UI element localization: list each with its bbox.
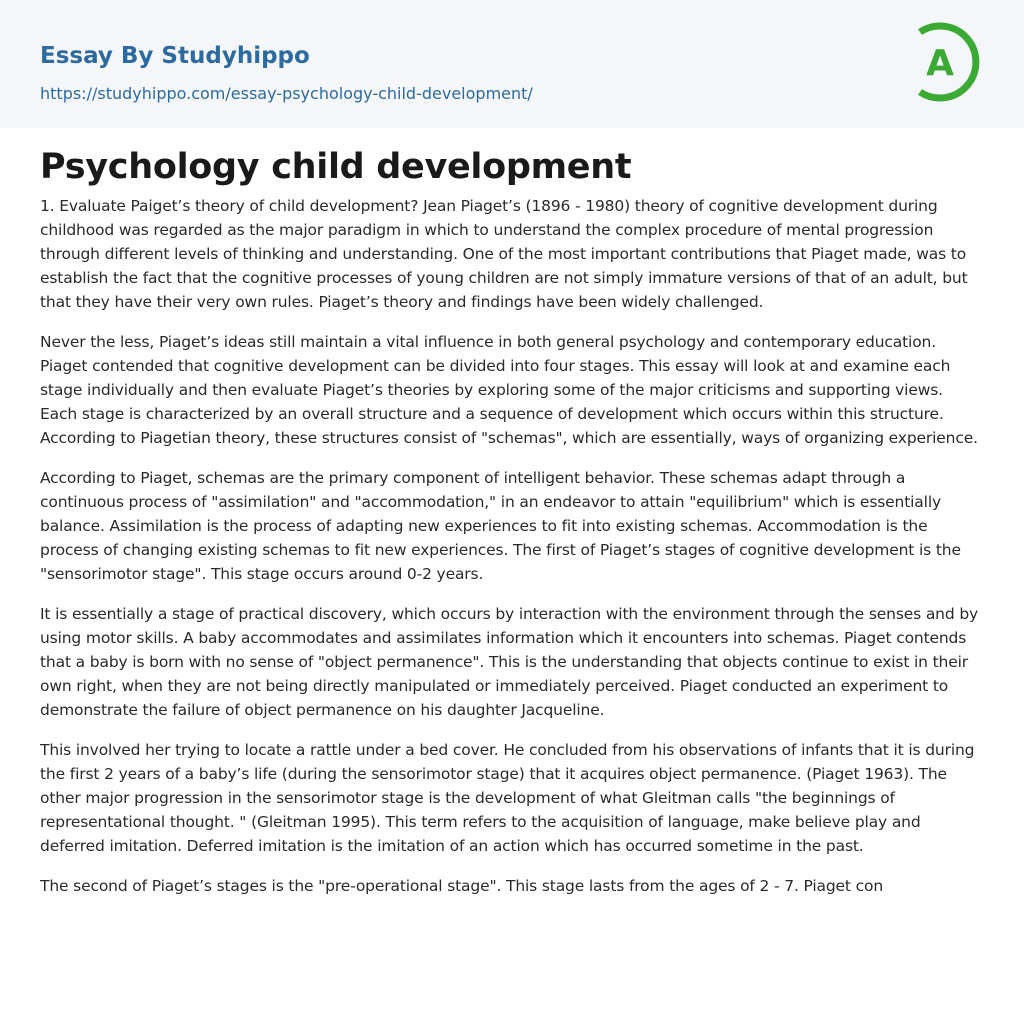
paragraph-3: According to Piaget, schemas are the primary component of intelligent behavior. These schemas adapt through a continuous process of "assimilation" and "accommodation," in an endeavor to attain "equilibrium" which is essentially balance. Assimilation is the process of adapting new experiences to fit into existing schemas. Accommodation is the process of changing existing schemas to fit new experiences. The first of Piaget’s stages of cognitive development is the "sensorimotor stage". This stage occurs around 0-2 years. [40, 469, 961, 583]
article-body [0, 128, 1024, 898]
paragraph-1: 1. Evaluate Paiget’s theory of child development? Jean Piaget’s (1896 - 1980) theory of cognitive development during childhood was regarded as the major paradigm in which to understand the complex procedure of mental progression through different levels of thinking and understanding. One of the most important contributions that Piaget made, was to establish the fact that the cognitive processes of young children are not simply immature versions of that of an adult, but that they have their very own rules. Piaget’s theory and findings have been widely challenged. [40, 197, 968, 311]
page-title: Psychology child development [40, 147, 632, 187]
logo-letter: A [926, 43, 954, 84]
site-title[interactable]: Essay By Studyhippo [40, 43, 310, 69]
studyhippo-logo-icon[interactable] [912, 20, 986, 104]
paragraph-6: The second of Piaget’s stages is the "pre-operational stage". This stage lasts from the ages of 2 - 7. Piaget con [40, 877, 884, 895]
paragraph-4: It is essentially a stage of practical discovery, which occurs by interaction with the environment through the senses and by using motor skills. A baby accommodates and assimilates information which it encounters into schemas. Piaget contends that a baby is born with no sense of "object permanence". This is the understanding that objects continue to exist in their own right, when they are not being directly manipulated or immediately perceived. Piaget conducted an experiment to demonstrate the failure of object permanence on his daughter Jacqueline. [40, 605, 979, 719]
article-url-link[interactable]: https://studyhippo.com/essay-psychology-child-development/ [40, 84, 533, 103]
site-header [0, 0, 1024, 128]
paragraph-5: This involved her trying to locate a rattle under a bed cover. He concluded from his observations of infants that it is during the first 2 years of a baby’s life (during the sensorimotor stage) that it acquires object permanence. (Piaget 1963). The other major progression in the sensorimotor stage is the development of what Gleitman calls "the beginnings of representational thought. " (Gleitman 1995). This term refers to the acquisition of language, make believe play and deferred imitation. Deferred imitation is the imitation of an action which has occurred sometime in the past. [40, 741, 975, 855]
paragraph-2: Never the less, Piaget’s ideas still maintain a vital influence in both general psychology and contemporary education. Piaget contended that cognitive development can be divided into four stages. This essay will look at and examine each stage individually and then evaluate Piaget’s theories by exploring some of the major criticisms and supporting views. Each stage is characterized by an overall structure and a sequence of development which occurs within this structure. According to Piagetian theory, these structures consist of "schemas", which are essentially, ways of organizing experience. [40, 333, 978, 447]
